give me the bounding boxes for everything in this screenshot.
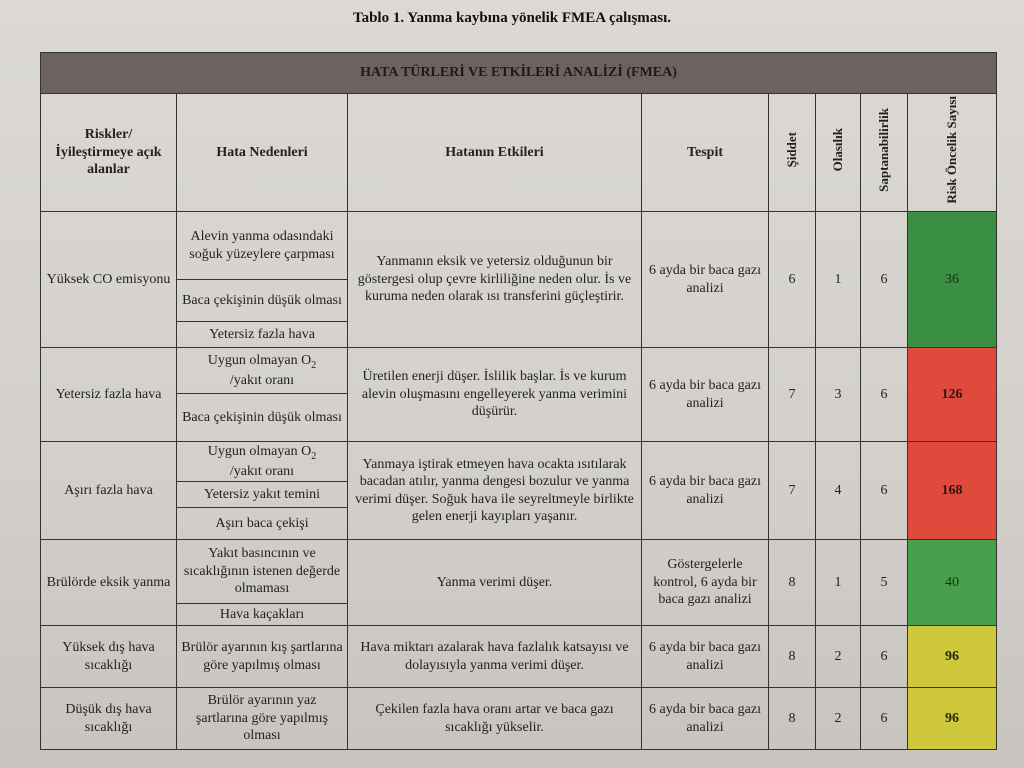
row4-effects: Yanma verimi düşer. [348,540,642,626]
fmea-table [40,52,997,750]
header-detectability-label: Saptanabilirlik [875,107,891,192]
row2-probability: 3 [816,348,861,442]
row3-severity: 7 [769,442,816,540]
row6-severity: 8 [769,688,816,750]
row3-cause2: Yetersiz yakıt temini [177,482,348,508]
row6-detection: 6 ayda bir baca gazı analizi [642,688,769,750]
row2-cause1-part2: /yakıt oranı [229,372,295,388]
row5-risk: Yüksek dış hava sıcaklığı [41,626,177,688]
table-title: HATA TÜRLERİ VE ETKİLERİ ANALİZİ (FMEA) [41,53,997,94]
row4-detection: Göstergelerle kontrol, 6 ayda bir baca gazı analizi [642,540,769,626]
row2-severity: 7 [769,348,816,442]
row1-detectability: 6 [861,212,908,348]
row1-detection: 6 ayda bir baca gazı analizi [642,212,769,348]
row3-rpn: 168 [908,442,997,540]
row1-rpn: 36 [908,212,997,348]
header-probability [816,94,861,212]
row2-rpn: 126 [908,348,997,442]
row6-rpn: 96 [908,688,997,750]
row6-effects: Çekilen fazla hava oranı artar ve baca gazı sıcaklığı yükselir. [348,688,642,750]
row3-cause1-part1: Uygun olmayan O [207,443,312,459]
row3-cause1 [177,442,348,482]
row2-detectability: 6 [861,348,908,442]
header-effects: Hatanın Etkileri [348,94,642,212]
row1-cause1: Alevin yanma odasındaki soğuk yüzeylere çarpması [177,212,348,280]
row2-risk: Yetersiz fazla hava [41,348,177,442]
header-rpn [908,94,997,212]
row5-rpn: 96 [908,626,997,688]
row1-effects: Yanmanın eksik ve yetersiz olduğunun bir göstergesi olup çevre kirliliğine neden olur. İs ve kuruma neden olarak ısı transferini güçleştirir. [348,212,642,348]
row6-risk: Düşük dış hava sıcaklığı [41,688,177,750]
table-caption: Tablo 1. Yanma kaybına yönelik FMEA çalışması. [352,10,672,26]
row2-cause1-part1: Uygun olmayan O [207,352,312,368]
row3-cause1-part2: /yakıt oranı [229,463,295,479]
row3-detectability: 6 [861,442,908,540]
row3-risk: Aşırı fazla hava [41,442,177,540]
row1-risk: Yüksek CO emisyonu [41,212,177,348]
row4-rpn: 40 [908,540,997,626]
row6-cause1: Brülör ayarının yaz şartlarına göre yapılmış olması [177,688,348,750]
row5-detection: 6 ayda bir baca gazı analizi [642,626,769,688]
row2-detection: 6 ayda bir baca gazı analizi [642,348,769,442]
row6-probability: 2 [816,688,861,750]
row4-detectability: 5 [861,540,908,626]
row5-detectability: 6 [861,626,908,688]
row4-cause2: Hava kaçakları [177,604,348,626]
row3-detection: 6 ayda bir baca gazı analizi [642,442,769,540]
header-detection: Tespit [642,94,769,212]
header-causes: Hata Nedenleri [177,94,348,212]
header-detectability [861,94,908,212]
header-severity-label: Şiddet [783,132,799,168]
header-risk: Riskler/ İyileştirmeye açık alanlar [41,94,177,212]
row5-effects: Hava miktarı azalarak hava fazlalık katsayısı ve dolayısıyla yanma verimi düşer. [348,626,642,688]
row3-cause3: Aşırı baca çekişi [177,508,348,540]
row3-effects: Yanmaya iştirak etmeyen hava ocakta ısıtılarak bacadan atılır, yanma dengesi bozulur ve yanma verimi düşer. Soğuk hava ile seyreltmeyle birlikte gelen enerji kayıpları yaşanır. [348,442,642,540]
row4-cause1: Yakıt basıncının ve sıcaklığının istenen değerde olmaması [177,540,348,604]
row1-cause3: Yetersiz fazla hava [177,322,348,348]
row2-cause2: Baca çekişinin düşük olması [177,394,348,442]
row4-risk: Brülörde eksik yanma [41,540,177,626]
row5-severity: 8 [769,626,816,688]
row4-severity: 8 [769,540,816,626]
header-rpn-label: Risk Öncelik Sayısı [943,95,959,204]
row2-cause1-sub: 2 [311,359,317,371]
row1-severity: 6 [769,212,816,348]
row3-cause1-sub: 2 [311,450,317,462]
row2-cause1 [177,348,348,394]
row5-cause1: Brülör ayarının kış şartlarına göre yapılmış olması [177,626,348,688]
row1-cause2: Baca çekişinin düşük olması [177,280,348,322]
row6-detectability: 6 [861,688,908,750]
row1-probability: 1 [816,212,861,348]
row5-probability: 2 [816,626,861,688]
row3-probability: 4 [816,442,861,540]
header-severity [769,94,816,212]
row2-effects: Üretilen enerji düşer. İslilik başlar. İs ve kurum alevin oluşmasını engelleyerek yanma verimini düşürür. [348,348,642,442]
header-probability-label: Olasılık [829,128,845,172]
row4-probability: 1 [816,540,861,626]
